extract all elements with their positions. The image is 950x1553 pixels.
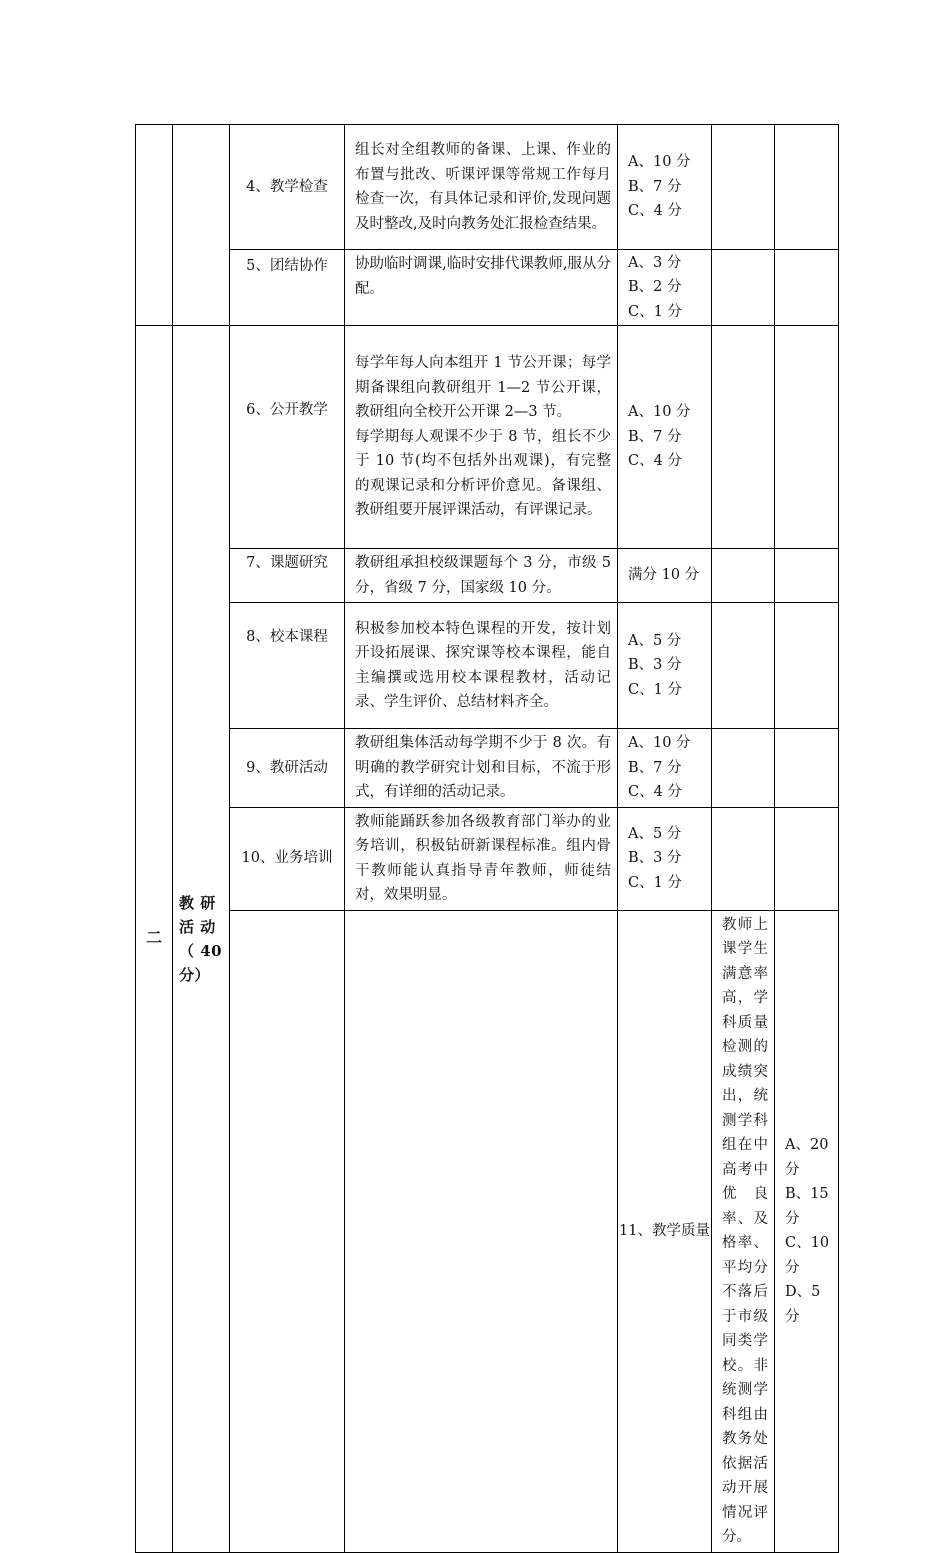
blank-cell [775,549,839,603]
blank-cell [712,549,775,603]
blank-cell [712,250,775,326]
item-cell [230,729,345,808]
table-row [136,326,839,549]
description-cell [712,910,775,1552]
table-row [136,807,839,910]
blank-cell [775,603,839,729]
table-row [136,910,839,1552]
blank-cell [775,729,839,808]
table-row [136,250,839,326]
item-cell [230,603,345,729]
item-label: 11、教学质量 [619,1222,710,1239]
score-cell [618,125,712,250]
score-option: B、7 分 [628,178,682,195]
item-cell [230,326,345,549]
blank-cell [775,807,839,910]
score-cell [618,326,712,549]
score-option: B、3 分 [628,657,682,674]
blank-cell [712,807,775,910]
table-row [136,549,839,603]
score-option: C、4 分 [628,784,682,800]
description-text: 积极参加校本特色课程的开发，按计划开设拓展课、探究课等校本课程，能自主编撰或选用校本课程教材，活动记录、学生评价、总结材料齐全。 [355,620,611,710]
score-cell [618,807,712,910]
item-label: 8、校本课程 [246,629,328,645]
item-label: 6、公开教学 [246,402,328,418]
score-option: B、15 分 [785,1186,829,1227]
blank-cell [775,125,839,250]
score-cell [618,549,712,603]
category-cell [173,125,230,326]
item-label: 10、业务培训 [241,850,333,867]
description-cell [345,729,618,808]
category-label: 活 动 [179,917,216,936]
item-cell [230,549,345,603]
description-cell [345,326,618,549]
score-option: A、3 分 [628,254,682,271]
item-label: 4、教学检查 [246,178,328,195]
score-option: C、4 分 [628,203,682,220]
description-cell [345,549,618,603]
score-option: C、1 分 [628,303,682,320]
description-text: 组长对全组教师的备课、上课、作业的布置与批改、听课评课等常规工作每月检查一次，有具体记录和评价,发现问题及时整改,及时向教务处汇报检查结果。 [355,142,611,232]
description-cell [345,603,618,729]
score-cell [618,250,712,326]
item-cell [230,125,345,250]
blank-cell [775,326,839,549]
item-cell [230,250,345,326]
score-cell [618,603,712,729]
item-cell [230,807,345,910]
description-text: 教研组承担校级课题每个 3 分，市级 5 分，省级 7 分，国家级 10 分。 [355,555,611,596]
score-option: A、5 分 [628,825,682,842]
score-option: C、10 分 [785,1235,830,1276]
description-text: 每学年每人向本组开 1 节公开课；每学期备课组向教研组开 1—2 节公开课，教研组向全校开公开课 2—3 节。 [355,355,611,421]
blank-cell [775,250,839,326]
table-row [136,729,839,808]
score-cell [775,910,839,1552]
category-label: 教 研 [179,893,216,912]
category-label: 分） [179,965,211,984]
score-cell [618,729,712,808]
item-cell [618,910,712,1552]
score-option: A、10 分 [628,404,691,421]
description-cell [345,250,618,326]
blank-cell [712,729,775,808]
description-text: 教师能踊跃参加各级教育部门举办的业务培训，积极钻研新课程标准。组内骨干教师能认真指导青年教师，师徒结对，效果明显。 [355,813,611,903]
description-text: 教研组集体活动每学期不少于 8 次。有明确的教学研究计划和目标，不流于形式，有详细的活动记录。 [355,735,611,800]
category-label: （ 40 [179,941,223,960]
score-option: B、7 分 [628,759,682,776]
table-row [136,603,839,729]
score-option: 满分 10 分 [628,567,700,584]
description-cell [345,125,618,250]
blank-cell [712,603,775,729]
score-option: B、3 分 [628,850,682,867]
score-option: B、2 分 [628,279,682,296]
section-number-cell [230,910,345,1552]
category-cell [173,326,230,1553]
category-cell [345,910,618,1552]
table-row [136,125,839,250]
score-option: C、4 分 [628,453,682,470]
score-option: A、10 分 [628,154,691,171]
blank-cell [712,326,775,549]
section-number-cell [136,326,173,1553]
item-label: 5、团结协作 [246,258,328,274]
evaluation-table [135,124,839,1553]
description-text: 协助临时调课,临时安排代课教师,服从分配。 [355,256,611,297]
description-text: 教师上课学生满意率高，学科质量检测的成绩突出，统测学科组在中高考中优良率、及格率、平均分不落后于市级同类学校。非统测学科组由教务处依据活动开展情况评分。 [722,916,768,1545]
score-option: D、5 分 [785,1284,821,1325]
score-option: A、5 分 [628,632,682,649]
score-option: C、1 分 [628,681,682,698]
section-number-cell [136,125,173,326]
score-option: C、1 分 [628,874,682,891]
section-number: 二 [145,928,162,947]
score-option: A、10 分 [628,735,691,751]
score-option: B、7 分 [628,428,682,445]
item-label: 9、教研活动 [246,759,328,776]
description-text: 每学期每人观课不少于 8 节，组长不少于 10 节(均不包括外出观课)，有完整的观课记录和分析评价意见。备课组、教研组要开展评课活动，有评课记录。 [355,428,611,519]
blank-cell [712,125,775,250]
item-label: 7、课题研究 [246,555,328,571]
description-cell [345,807,618,910]
score-option: A、20 分 [785,1137,829,1178]
